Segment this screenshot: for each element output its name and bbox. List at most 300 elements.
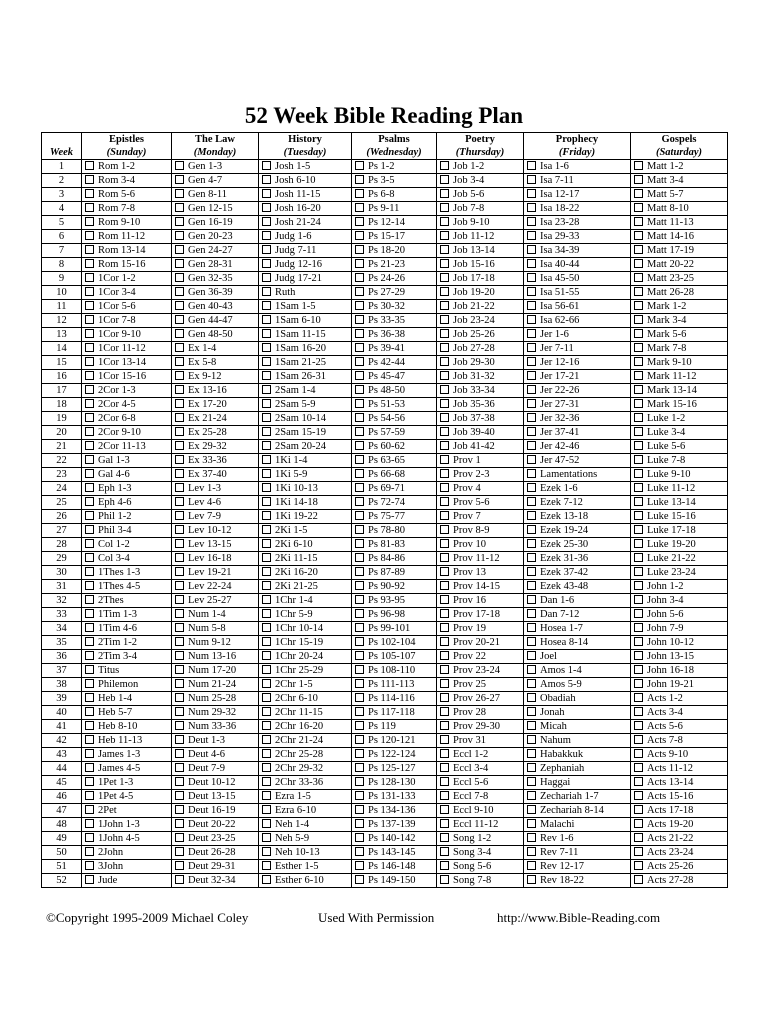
checkbox[interactable] <box>527 413 536 422</box>
checkbox[interactable] <box>175 413 184 422</box>
checkbox[interactable] <box>527 441 536 450</box>
checkbox[interactable] <box>634 287 643 296</box>
checkbox[interactable] <box>527 805 536 814</box>
checkbox[interactable] <box>355 875 364 884</box>
checkbox[interactable] <box>440 875 449 884</box>
checkbox[interactable] <box>262 175 271 184</box>
checkbox[interactable] <box>527 637 536 646</box>
checkbox[interactable] <box>85 777 94 786</box>
checkbox[interactable] <box>262 315 271 324</box>
checkbox[interactable] <box>85 399 94 408</box>
checkbox[interactable] <box>355 231 364 240</box>
checkbox[interactable] <box>355 399 364 408</box>
checkbox[interactable] <box>85 805 94 814</box>
checkbox[interactable] <box>634 679 643 688</box>
checkbox[interactable] <box>85 679 94 688</box>
checkbox[interactable] <box>527 371 536 380</box>
checkbox[interactable] <box>175 357 184 366</box>
checkbox[interactable] <box>85 245 94 254</box>
checkbox[interactable] <box>440 665 449 674</box>
checkbox[interactable] <box>85 651 94 660</box>
checkbox[interactable] <box>634 483 643 492</box>
checkbox[interactable] <box>355 413 364 422</box>
checkbox[interactable] <box>175 175 184 184</box>
checkbox[interactable] <box>634 511 643 520</box>
checkbox[interactable] <box>527 749 536 758</box>
checkbox[interactable] <box>85 833 94 842</box>
checkbox[interactable] <box>355 833 364 842</box>
checkbox[interactable] <box>440 763 449 772</box>
checkbox[interactable] <box>355 301 364 310</box>
checkbox[interactable] <box>440 819 449 828</box>
checkbox[interactable] <box>262 651 271 660</box>
checkbox[interactable] <box>527 497 536 506</box>
checkbox[interactable] <box>262 357 271 366</box>
checkbox[interactable] <box>85 161 94 170</box>
checkbox[interactable] <box>85 791 94 800</box>
checkbox[interactable] <box>440 469 449 478</box>
checkbox[interactable] <box>355 679 364 688</box>
checkbox[interactable] <box>262 553 271 562</box>
checkbox[interactable] <box>634 441 643 450</box>
checkbox[interactable] <box>85 525 94 534</box>
checkbox[interactable] <box>175 805 184 814</box>
checkbox[interactable] <box>440 189 449 198</box>
checkbox[interactable] <box>355 595 364 604</box>
checkbox[interactable] <box>262 287 271 296</box>
checkbox[interactable] <box>85 287 94 296</box>
checkbox[interactable] <box>527 833 536 842</box>
checkbox[interactable] <box>175 679 184 688</box>
checkbox[interactable] <box>440 315 449 324</box>
checkbox[interactable] <box>262 301 271 310</box>
checkbox[interactable] <box>175 511 184 520</box>
checkbox[interactable] <box>527 553 536 562</box>
checkbox[interactable] <box>355 287 364 296</box>
checkbox[interactable] <box>262 693 271 702</box>
checkbox[interactable] <box>175 763 184 772</box>
checkbox[interactable] <box>527 161 536 170</box>
checkbox[interactable] <box>527 707 536 716</box>
checkbox[interactable] <box>440 609 449 618</box>
checkbox[interactable] <box>85 861 94 870</box>
checkbox[interactable] <box>262 329 271 338</box>
checkbox[interactable] <box>355 259 364 268</box>
checkbox[interactable] <box>440 693 449 702</box>
checkbox[interactable] <box>355 637 364 646</box>
checkbox[interactable] <box>355 371 364 380</box>
checkbox[interactable] <box>175 777 184 786</box>
checkbox[interactable] <box>85 273 94 282</box>
checkbox[interactable] <box>262 637 271 646</box>
checkbox[interactable] <box>527 819 536 828</box>
checkbox[interactable] <box>85 721 94 730</box>
checkbox[interactable] <box>355 161 364 170</box>
checkbox[interactable] <box>440 805 449 814</box>
checkbox[interactable] <box>175 427 184 436</box>
checkbox[interactable] <box>527 385 536 394</box>
checkbox[interactable] <box>634 553 643 562</box>
checkbox[interactable] <box>262 511 271 520</box>
checkbox[interactable] <box>440 483 449 492</box>
checkbox[interactable] <box>440 287 449 296</box>
checkbox[interactable] <box>175 623 184 632</box>
checkbox[interactable] <box>85 175 94 184</box>
checkbox[interactable] <box>634 315 643 324</box>
checkbox[interactable] <box>85 623 94 632</box>
checkbox[interactable] <box>355 735 364 744</box>
checkbox[interactable] <box>262 623 271 632</box>
checkbox[interactable] <box>175 609 184 618</box>
checkbox[interactable] <box>175 707 184 716</box>
checkbox[interactable] <box>527 679 536 688</box>
checkbox[interactable] <box>355 455 364 464</box>
checkbox[interactable] <box>527 273 536 282</box>
checkbox[interactable] <box>440 301 449 310</box>
checkbox[interactable] <box>85 553 94 562</box>
checkbox[interactable] <box>85 665 94 674</box>
checkbox[interactable] <box>262 805 271 814</box>
checkbox[interactable] <box>85 511 94 520</box>
checkbox[interactable] <box>634 175 643 184</box>
checkbox[interactable] <box>440 371 449 380</box>
checkbox[interactable] <box>440 245 449 254</box>
checkbox[interactable] <box>85 259 94 268</box>
checkbox[interactable] <box>527 175 536 184</box>
checkbox[interactable] <box>440 637 449 646</box>
checkbox[interactable] <box>262 497 271 506</box>
checkbox[interactable] <box>355 805 364 814</box>
checkbox[interactable] <box>634 819 643 828</box>
checkbox[interactable] <box>175 483 184 492</box>
checkbox[interactable] <box>355 791 364 800</box>
checkbox[interactable] <box>262 231 271 240</box>
checkbox[interactable] <box>527 721 536 730</box>
footer-url[interactable]: http://www.Bible-Reading.com <box>497 910 661 925</box>
checkbox[interactable] <box>440 847 449 856</box>
checkbox[interactable] <box>440 175 449 184</box>
checkbox[interactable] <box>527 665 536 674</box>
checkbox[interactable] <box>440 791 449 800</box>
checkbox[interactable] <box>85 217 94 226</box>
checkbox[interactable] <box>527 609 536 618</box>
checkbox[interactable] <box>355 343 364 352</box>
checkbox[interactable] <box>355 203 364 212</box>
checkbox[interactable] <box>175 469 184 478</box>
checkbox[interactable] <box>527 693 536 702</box>
checkbox[interactable] <box>262 833 271 842</box>
checkbox[interactable] <box>634 385 643 394</box>
checkbox[interactable] <box>440 511 449 520</box>
checkbox[interactable] <box>440 399 449 408</box>
checkbox[interactable] <box>355 693 364 702</box>
checkbox[interactable] <box>355 273 364 282</box>
checkbox[interactable] <box>527 455 536 464</box>
checkbox[interactable] <box>85 231 94 240</box>
checkbox[interactable] <box>440 161 449 170</box>
checkbox[interactable] <box>527 231 536 240</box>
checkbox[interactable] <box>527 595 536 604</box>
checkbox[interactable] <box>440 455 449 464</box>
checkbox[interactable] <box>175 637 184 646</box>
checkbox[interactable] <box>262 441 271 450</box>
checkbox[interactable] <box>85 455 94 464</box>
checkbox[interactable] <box>527 315 536 324</box>
checkbox[interactable] <box>634 735 643 744</box>
checkbox[interactable] <box>175 875 184 884</box>
checkbox[interactable] <box>262 385 271 394</box>
checkbox[interactable] <box>175 791 184 800</box>
checkbox[interactable] <box>262 343 271 352</box>
checkbox[interactable] <box>440 427 449 436</box>
checkbox[interactable] <box>440 441 449 450</box>
checkbox[interactable] <box>440 777 449 786</box>
checkbox[interactable] <box>262 245 271 254</box>
checkbox[interactable] <box>440 651 449 660</box>
checkbox[interactable] <box>85 637 94 646</box>
checkbox[interactable] <box>527 735 536 744</box>
checkbox[interactable] <box>85 609 94 618</box>
checkbox[interactable] <box>634 609 643 618</box>
checkbox[interactable] <box>355 847 364 856</box>
checkbox[interactable] <box>175 259 184 268</box>
checkbox[interactable] <box>634 259 643 268</box>
checkbox[interactable] <box>527 217 536 226</box>
checkbox[interactable] <box>262 763 271 772</box>
checkbox[interactable] <box>85 441 94 450</box>
checkbox[interactable] <box>175 581 184 590</box>
checkbox[interactable] <box>175 595 184 604</box>
checkbox[interactable] <box>527 875 536 884</box>
checkbox[interactable] <box>634 161 643 170</box>
checkbox[interactable] <box>262 413 271 422</box>
checkbox[interactable] <box>85 567 94 576</box>
checkbox[interactable] <box>262 861 271 870</box>
checkbox[interactable] <box>175 231 184 240</box>
checkbox[interactable] <box>634 581 643 590</box>
checkbox[interactable] <box>262 217 271 226</box>
checkbox[interactable] <box>85 581 94 590</box>
checkbox[interactable] <box>440 231 449 240</box>
checkbox[interactable] <box>355 525 364 534</box>
checkbox[interactable] <box>634 343 643 352</box>
checkbox[interactable] <box>634 189 643 198</box>
checkbox[interactable] <box>440 735 449 744</box>
checkbox[interactable] <box>175 245 184 254</box>
checkbox[interactable] <box>527 581 536 590</box>
checkbox[interactable] <box>262 539 271 548</box>
checkbox[interactable] <box>355 763 364 772</box>
checkbox[interactable] <box>85 875 94 884</box>
checkbox[interactable] <box>85 539 94 548</box>
checkbox[interactable] <box>262 203 271 212</box>
checkbox[interactable] <box>355 539 364 548</box>
checkbox[interactable] <box>634 455 643 464</box>
checkbox[interactable] <box>355 651 364 660</box>
checkbox[interactable] <box>175 329 184 338</box>
checkbox[interactable] <box>634 357 643 366</box>
checkbox[interactable] <box>175 735 184 744</box>
checkbox[interactable] <box>85 189 94 198</box>
checkbox[interactable] <box>175 161 184 170</box>
checkbox[interactable] <box>355 749 364 758</box>
checkbox[interactable] <box>85 497 94 506</box>
checkbox[interactable] <box>440 329 449 338</box>
checkbox[interactable] <box>634 371 643 380</box>
checkbox[interactable] <box>262 469 271 478</box>
checkbox[interactable] <box>634 833 643 842</box>
checkbox[interactable] <box>85 847 94 856</box>
checkbox[interactable] <box>262 595 271 604</box>
checkbox[interactable] <box>440 259 449 268</box>
checkbox[interactable] <box>85 357 94 366</box>
checkbox[interactable] <box>355 623 364 632</box>
checkbox[interactable] <box>440 539 449 548</box>
checkbox[interactable] <box>634 567 643 576</box>
checkbox[interactable] <box>527 259 536 268</box>
checkbox[interactable] <box>85 819 94 828</box>
checkbox[interactable] <box>85 763 94 772</box>
checkbox[interactable] <box>355 721 364 730</box>
checkbox[interactable] <box>634 693 643 702</box>
checkbox[interactable] <box>175 217 184 226</box>
checkbox[interactable] <box>85 749 94 758</box>
checkbox[interactable] <box>355 357 364 366</box>
checkbox[interactable] <box>262 581 271 590</box>
checkbox[interactable] <box>85 707 94 716</box>
checkbox[interactable] <box>175 203 184 212</box>
checkbox[interactable] <box>175 385 184 394</box>
checkbox[interactable] <box>85 413 94 422</box>
checkbox[interactable] <box>634 777 643 786</box>
checkbox[interactable] <box>355 427 364 436</box>
checkbox[interactable] <box>175 455 184 464</box>
checkbox[interactable] <box>175 665 184 674</box>
checkbox[interactable] <box>262 847 271 856</box>
checkbox[interactable] <box>355 469 364 478</box>
checkbox[interactable] <box>355 665 364 674</box>
checkbox[interactable] <box>527 777 536 786</box>
checkbox[interactable] <box>527 847 536 856</box>
checkbox[interactable] <box>440 623 449 632</box>
checkbox[interactable] <box>527 511 536 520</box>
checkbox[interactable] <box>262 707 271 716</box>
checkbox[interactable] <box>634 539 643 548</box>
checkbox[interactable] <box>634 637 643 646</box>
checkbox[interactable] <box>440 707 449 716</box>
checkbox[interactable] <box>634 469 643 478</box>
checkbox[interactable] <box>355 245 364 254</box>
checkbox[interactable] <box>634 329 643 338</box>
checkbox[interactable] <box>355 217 364 226</box>
checkbox[interactable] <box>634 721 643 730</box>
checkbox[interactable] <box>355 189 364 198</box>
checkbox[interactable] <box>634 707 643 716</box>
checkbox[interactable] <box>262 777 271 786</box>
checkbox[interactable] <box>85 595 94 604</box>
checkbox[interactable] <box>440 749 449 758</box>
checkbox[interactable] <box>440 581 449 590</box>
checkbox[interactable] <box>175 721 184 730</box>
checkbox[interactable] <box>634 525 643 534</box>
checkbox[interactable] <box>85 693 94 702</box>
checkbox[interactable] <box>634 623 643 632</box>
checkbox[interactable] <box>440 595 449 604</box>
checkbox[interactable] <box>527 301 536 310</box>
checkbox[interactable] <box>175 567 184 576</box>
checkbox[interactable] <box>175 441 184 450</box>
checkbox[interactable] <box>527 287 536 296</box>
checkbox[interactable] <box>85 315 94 324</box>
checkbox[interactable] <box>262 791 271 800</box>
checkbox[interactable] <box>634 595 643 604</box>
checkbox[interactable] <box>355 175 364 184</box>
checkbox[interactable] <box>175 301 184 310</box>
checkbox[interactable] <box>355 609 364 618</box>
checkbox[interactable] <box>355 707 364 716</box>
checkbox[interactable] <box>440 385 449 394</box>
checkbox[interactable] <box>262 609 271 618</box>
checkbox[interactable] <box>262 875 271 884</box>
checkbox[interactable] <box>634 301 643 310</box>
checkbox[interactable] <box>175 693 184 702</box>
checkbox[interactable] <box>440 525 449 534</box>
checkbox[interactable] <box>175 525 184 534</box>
checkbox[interactable] <box>527 427 536 436</box>
checkbox[interactable] <box>175 553 184 562</box>
checkbox[interactable] <box>355 483 364 492</box>
checkbox[interactable] <box>175 315 184 324</box>
checkbox[interactable] <box>262 399 271 408</box>
checkbox[interactable] <box>634 805 643 814</box>
checkbox[interactable] <box>175 497 184 506</box>
checkbox[interactable] <box>175 399 184 408</box>
checkbox[interactable] <box>175 189 184 198</box>
checkbox[interactable] <box>175 847 184 856</box>
checkbox[interactable] <box>634 749 643 758</box>
checkbox[interactable] <box>440 497 449 506</box>
checkbox[interactable] <box>440 679 449 688</box>
checkbox[interactable] <box>355 315 364 324</box>
checkbox[interactable] <box>527 203 536 212</box>
checkbox[interactable] <box>85 301 94 310</box>
checkbox[interactable] <box>527 623 536 632</box>
checkbox[interactable] <box>527 189 536 198</box>
checkbox[interactable] <box>262 161 271 170</box>
checkbox[interactable] <box>355 581 364 590</box>
checkbox[interactable] <box>634 651 643 660</box>
checkbox[interactable] <box>262 371 271 380</box>
checkbox[interactable] <box>634 763 643 772</box>
checkbox[interactable] <box>175 749 184 758</box>
checkbox[interactable] <box>527 763 536 772</box>
checkbox[interactable] <box>355 819 364 828</box>
checkbox[interactable] <box>262 455 271 464</box>
checkbox[interactable] <box>634 497 643 506</box>
checkbox[interactable] <box>527 357 536 366</box>
checkbox[interactable] <box>85 371 94 380</box>
checkbox[interactable] <box>262 735 271 744</box>
checkbox[interactable] <box>527 483 536 492</box>
checkbox[interactable] <box>262 259 271 268</box>
checkbox[interactable] <box>634 203 643 212</box>
checkbox[interactable] <box>440 343 449 352</box>
checkbox[interactable] <box>527 343 536 352</box>
checkbox[interactable] <box>262 189 271 198</box>
checkbox[interactable] <box>262 749 271 758</box>
checkbox[interactable] <box>440 203 449 212</box>
checkbox[interactable] <box>527 791 536 800</box>
